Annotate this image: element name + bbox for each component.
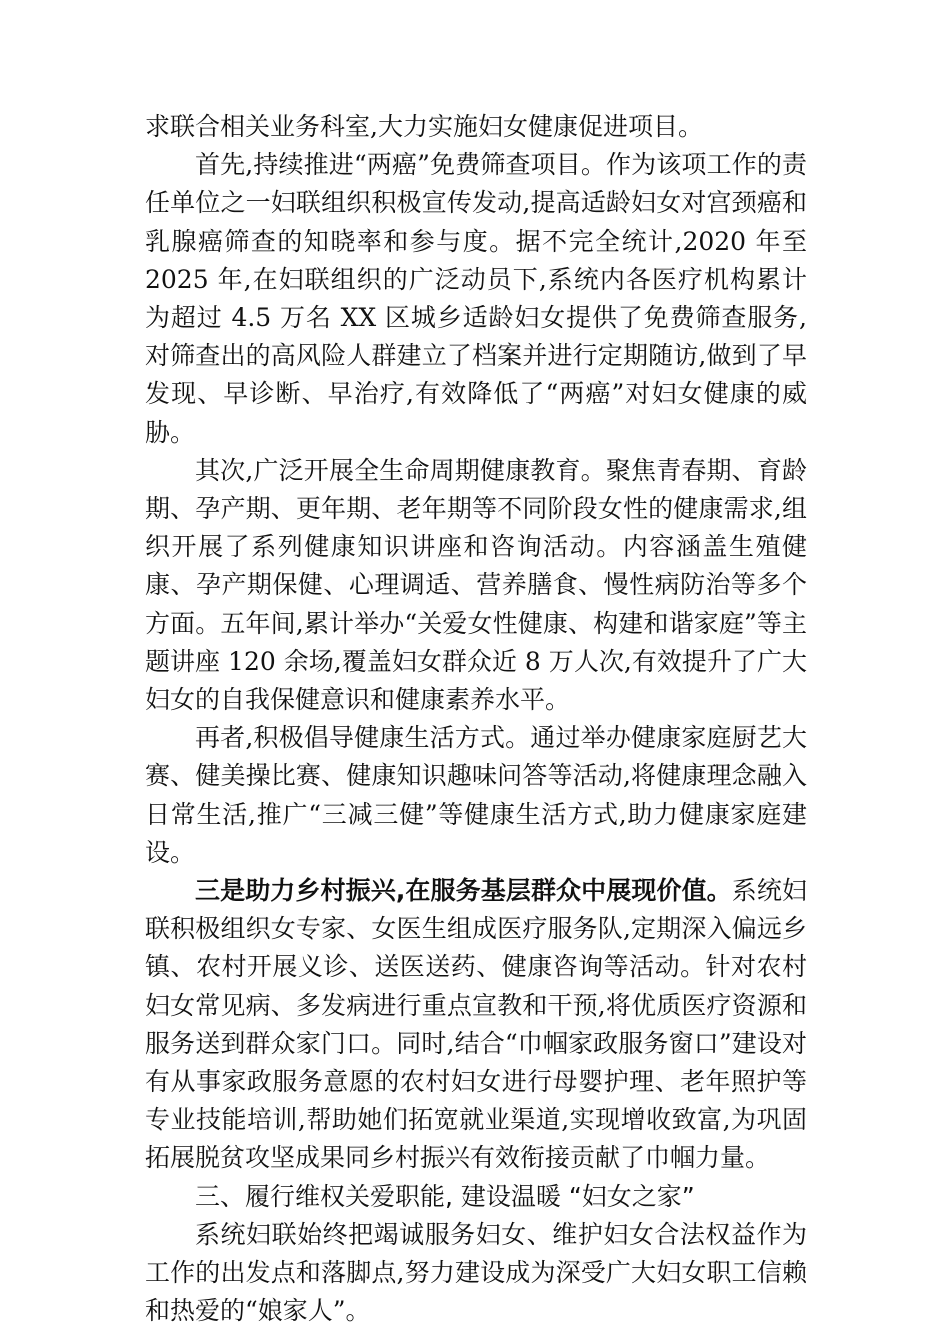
paragraph-healthy-lifestyle: 再者,积极倡导健康生活方式。通过举办健康家庭厨艺大赛、健美操比赛、健康知识趣味问答等活动,将健康理念融入日常生活,推广“三减三健”等健康生活方式,助力健康家庭建设。 bbox=[145, 723, 807, 867]
paragraph-lead-heading: 三是助力乡村振兴,在服务基层群众中展现价值。 bbox=[195, 876, 732, 906]
paragraph-health-education: 其次,广泛开展全生命周期健康教育。聚焦青春期、育龄期、孕产期、更年期、老年期等不同阶段女性的健康需求,组织开展了系列健康知识讲座和咨询活动。内容涵盖生殖健康、孕产期保健、心理调适、营养膳食、慢性病防治等多个方面。五年间,累计举办“关爱女性健康、构建和谐家庭”等主题讲座 120 余场,覆盖妇女群众近 8 万人次,有效提升了广大妇女的自我保健意识和健康素养水平。 bbox=[145, 455, 807, 715]
paragraph-continuation: 求联合相关业务科室,大力实施妇女健康促进项目。 bbox=[145, 112, 703, 141]
paragraph-rural-revitalization bbox=[145, 872, 807, 1178]
section-heading-rights: 三、履行维权关爱职能, 建设温暖 “妇女之家” bbox=[195, 1181, 695, 1211]
document-body bbox=[145, 108, 807, 1331]
paragraph-rights-intro: 系统妇联始终把竭诚服务妇女、维护妇女合法权益作为工作的出发点和落脚点,努力建设成为深受广大妇女职工信赖和热爱的“娘家人”。 bbox=[145, 1219, 807, 1326]
paragraph-cancer-screening: 首先,持续推进“两癌”免费筛查项目。作为该项工作的责任单位之一妇联组织积极宣传发动,提高适龄妇女对宫颈癌和乳腺癌筛查的知晓率和参与度。据不完全统计,2020 年至 2025 年,在妇联组织的广泛动员下,系统内各医疗机构累计为超过 4.5 万名 XX 区城乡适龄妇女提供了免费筛查服务,对筛查出的高风险人群建立了档案并进行定期随访,做到了早发现、早诊断、早治疗,有效降低了“两癌”对妇女健康的威胁。 bbox=[145, 150, 807, 447]
paragraph-rural-body: 系统妇联积极组织女专家、女医生组成医疗服务队,定期深入偏远乡镇、农村开展义诊、送医送药、健康咨询等活动。针对农村妇女常见病、多发病进行重点宣教和干预,将优质医疗资源和服务送到群众家门口。同时,结合“巾帼家政服务窗口”建设对有从事家政服务意愿的农村妇女进行母婴护理、老年照护等专业技能培训,帮助她们拓宽就业渠道,实现增收致富,为巩固拓展脱贫攻坚成果同乡村振兴有效衔接贡献了巾帼力量。 bbox=[145, 876, 807, 1173]
